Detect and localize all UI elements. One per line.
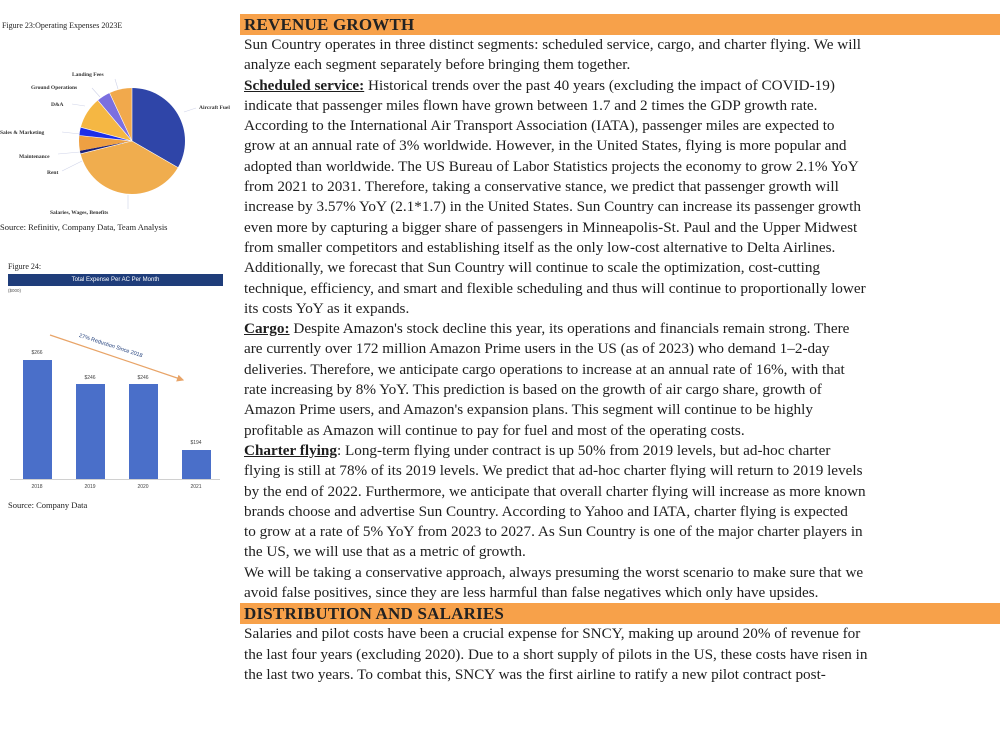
salaries-line: the last four years (excluding 2020). Due to a short supply of pilots in the US, these costs have risen in [244, 645, 868, 663]
scheduled-line: According to the International Air Transport Association (IATA), passenger miles are expected to [244, 117, 835, 135]
cargo-label: Cargo: [244, 320, 290, 338]
pie-label-da: D&A [51, 102, 64, 108]
pie-label-aircraft-fuel: Aircraft Fuel [199, 105, 230, 111]
bar-2020 [129, 384, 158, 479]
bar-category-2019: 2019 [84, 484, 96, 490]
cargo-first-line [240, 319, 1000, 339]
scheduled-service-first-line [240, 76, 1000, 96]
intro-line-2: analyze each segment separately before bringing them together. [244, 56, 631, 74]
scheduled-line: Additionally, we forecast that Sun Country will continue to scale the optimization, cost-cutting [244, 259, 821, 277]
cargo-line: profitable as Amazon will continue to pay for fuel and most of the operating costs. [244, 421, 745, 439]
figure-23-source: Source: Refinitiv, Company Data, Team Analysis [0, 222, 168, 232]
pie-label-rent: Rent [47, 170, 59, 176]
cargo-line: are currently over 172 million Amazon Prime users in the US (as of 2023) who demand 1–2-day [244, 340, 830, 358]
trend-annotation: 27% Reduction Since 2018 [78, 333, 144, 360]
charter-first-line [240, 441, 1000, 461]
charter-line: by the end of 2022. Furthermore, we anticipate that overall charter flying will increase as more known [244, 482, 866, 500]
scheduled-line: its costs YoY as it expands. [244, 299, 410, 317]
figures-column [0, 0, 240, 750]
charter-line: flying is still at 78% of its 2019 levels. We predict that ad-hoc charter flying will return to 2019 levels [244, 462, 863, 480]
charter-line: the US, we will use that as a metric of growth. [244, 543, 526, 561]
section-heading-distribution-salaries: DISTRIBUTION AND SALARIES [240, 603, 1000, 624]
bar-value-2018: $266 [31, 350, 43, 356]
pie-label-maintenance: Maintenance [19, 154, 50, 160]
pie-label-ground-operations: Ground Operations [31, 85, 78, 91]
closing-line: avoid false positives, since they are less harmful than false negatives which only have upsides. [244, 584, 819, 602]
charter-line: to grow at a rate of 5% YoY from 2023 to 2027. As Sun Country is one of the major charter players in [244, 523, 863, 541]
scheduled-line: even more by capturing a bigger share of passengers in Minneapolis-St. Paul and the Upper Midwest [244, 218, 858, 236]
bar-value-2020: $246 [137, 375, 149, 381]
charter-flying-label: Charter flying [244, 441, 337, 459]
cargo-line: deliveries. Therefore, we anticipate cargo operations to increase at an annual rate of 16%, with that [244, 360, 845, 378]
bar-2018 [23, 360, 52, 479]
figure-24-title-band: Total Expense Per AC Per Month [8, 274, 223, 286]
figure-23-caption: Figure 23:Operating Expenses 2023E [2, 21, 123, 30]
figure-24-unit: ($000) [8, 288, 22, 293]
scheduled-line: technique, efficiency, and smart and flexible scheduling and thus will continue to proportionally lower [244, 279, 866, 297]
cargo-line: Amazon Prime users, and Amazon's expansion plans. This segment will continue to be highly [244, 401, 813, 419]
scheduled-line: from smaller competitors and establishing itself as the only low-cost alternative to Delta Airlines. [244, 238, 836, 256]
cargo-text: Despite Amazon's stock decline this year, its operations and financials remain strong. There [289, 320, 850, 338]
bar-category-2021: 2021 [190, 484, 202, 490]
bar-category-2020: 2020 [137, 484, 149, 490]
x-axis-line [10, 479, 220, 480]
charter-line: brands choose and advertise Sun Country. According to Yahoo and IATA, charter flying is expected [244, 502, 848, 520]
salaries-line: the last two years. To combat this, SNCY was the first airline to ratify a new pilot contract post- [244, 665, 826, 683]
figure-24-caption: Figure 24: [8, 262, 42, 271]
pie-label-salaries: Salaries, Wages, Benefits [50, 210, 109, 216]
expense-per-ac-bar-chart [0, 300, 240, 500]
salaries-line: Salaries and pilot costs have been a crucial expense for SNCY, making up around 20% of revenue for [244, 625, 861, 643]
pie-chart-graphic [0, 60, 240, 220]
closing-line: We will be taking a conservative approach, always presuming the worst scenario to make sure that we [244, 563, 864, 581]
text-column [240, 14, 1000, 685]
operating-expenses-pie-chart [0, 60, 240, 220]
figure-24-source: Source: Company Data [8, 500, 88, 510]
bar-2019 [76, 384, 105, 479]
intro-line-1: Sun Country operates in three distinct segments: scheduled service, cargo, and charter flying. We will [244, 36, 861, 53]
scheduled-line: increase by 3.57% YoY (2.1*1.7) in the United States. Sun Country can increase its passenger growth [244, 198, 861, 216]
pie-label-sales-marketing: Sales & Marketing [0, 130, 45, 136]
bar-value-2021: $194 [190, 440, 202, 446]
cargo-line: rate increasing by 8% YoY. This prediction is based on the growth of air cargo share, growth of [244, 381, 822, 399]
scheduled-service-label: Scheduled service: [244, 76, 365, 94]
bar-category-2018: 2018 [31, 484, 43, 490]
scheduled-service-text: Historical trends over the past 40 years (excluding the impact of COVID-19) [364, 76, 835, 94]
scheduled-line: from 2021 to 2031. Therefore, taking a conservative stance, we predict that passenger growth will [244, 178, 839, 196]
charter-text: : Long-term flying under contract is up 50% from 2019 levels, but ad-hoc charter [336, 441, 831, 459]
scheduled-line: adopted than worldwide. The US Bureau of Labor Statistics projects the economy to grow 2.1% YoY [244, 157, 859, 175]
section-heading-revenue-growth: REVENUE GROWTH [240, 14, 1000, 35]
pie-label-landing-fees: Landing Fees [72, 72, 104, 78]
bar-value-2019: $246 [84, 375, 96, 381]
scheduled-line: grow at an annual rate of 3% worldwide. However, in the United States, flying is more popular and [244, 137, 847, 155]
scheduled-line: indicate that passenger miles flown have grown between 1.7 and 2 times the GDP growth rate. [244, 96, 818, 114]
bar-2021 [182, 450, 211, 479]
